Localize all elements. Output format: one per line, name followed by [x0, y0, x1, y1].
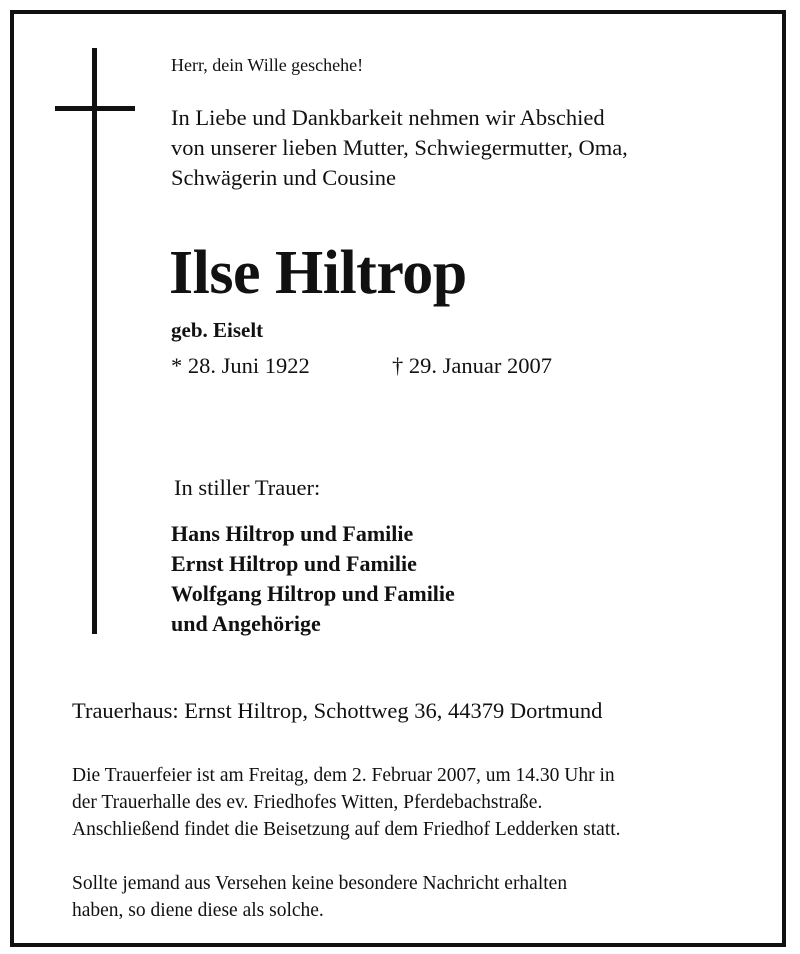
notice-text — [72, 870, 567, 924]
obituary-frame — [10, 10, 786, 947]
mourning-house-address: Trauerhaus: Ernst Hiltrop, Schottweg 36, 44379 Dortmund — [72, 698, 603, 723]
notice-line: haben, so diene diese als solche. — [72, 900, 324, 921]
family-list — [171, 519, 455, 639]
notice-line: Sollte jemand aus Versehen keine besondere Nachricht erhalten — [72, 873, 568, 894]
intro-line: von unserer lieben Mutter, Schwiegermutter, Oma, — [171, 135, 628, 160]
intro-line: In Liebe und Dankbarkeit nehmen wir Abschied — [171, 105, 605, 130]
death-date: † 29. Januar 2007 — [392, 353, 552, 378]
maiden-name: geb. Eiselt — [171, 318, 264, 342]
family-member: Ernst Hiltrop und Familie — [171, 551, 417, 576]
family-member: und Angehörige — [171, 611, 321, 636]
intro-line: Schwägerin und Cousine — [171, 165, 396, 190]
ceremony-line: der Trauerhalle des ev. Friedhofes Witten, Pferdebachstraße. — [72, 792, 543, 813]
motto: Herr, dein Wille geschehe! — [171, 55, 364, 75]
intro-text — [171, 103, 628, 193]
family-member: Wolfgang Hiltrop und Familie — [171, 581, 455, 606]
ceremony-line: Die Trauerfeier ist am Freitag, dem 2. Februar 2007, um 14.30 Uhr in — [72, 765, 615, 786]
cross-icon-bar — [55, 106, 135, 111]
cross-icon — [92, 48, 97, 634]
family-member: Hans Hiltrop und Familie — [171, 521, 414, 546]
mourning-heading: In stiller Trauer: — [174, 475, 321, 500]
ceremony-info — [72, 762, 621, 843]
deceased-name: Ilse Hiltrop — [169, 239, 467, 307]
ceremony-line: Anschließend findet die Beisetzung auf dem Friedhof Ledderken statt. — [72, 819, 621, 840]
birth-date: * 28. Juni 1922 — [171, 353, 310, 378]
